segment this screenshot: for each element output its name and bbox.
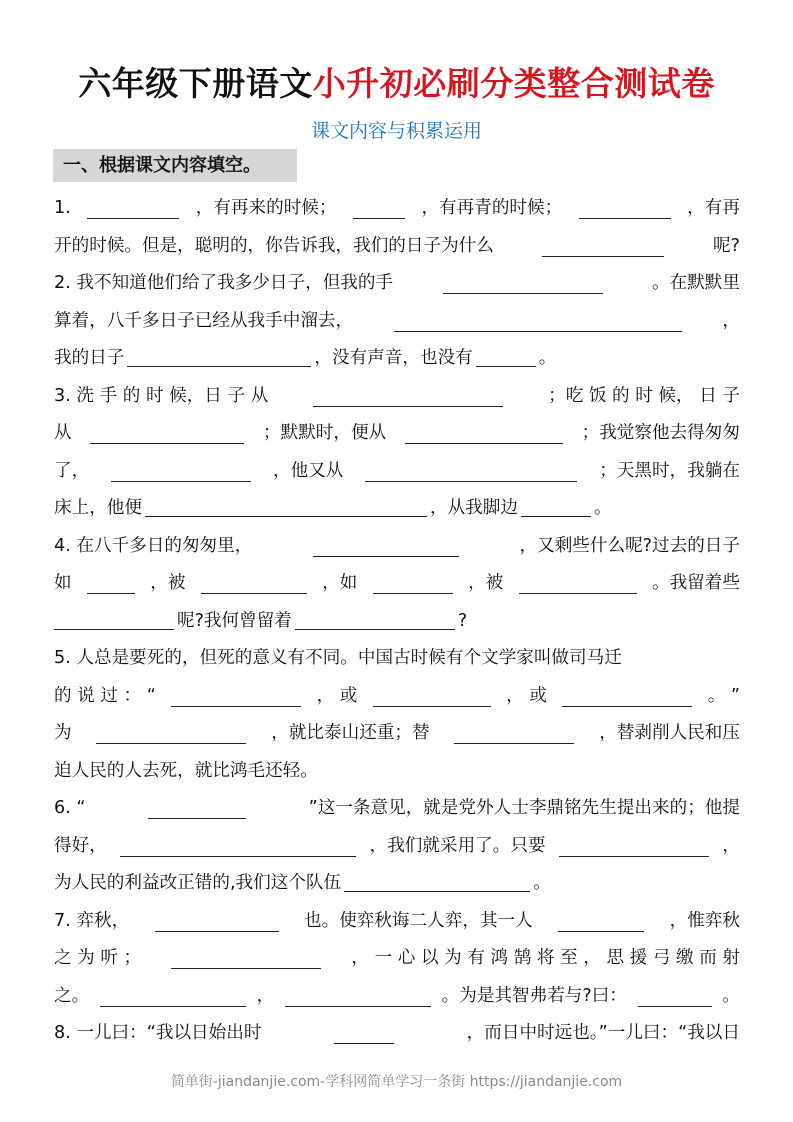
- question-text: ， 或: [506, 685, 547, 706]
- question-text: 3. 洗 手 的 时 候，日 子 从: [54, 385, 269, 406]
- answer-blank[interactable]: [111, 461, 251, 482]
- question-text: 5. 人总是要死的，但死的意义有不同。中国古时候有个文学家叫做司马迁: [54, 648, 622, 668]
- question-text: 算着，八千多日子已经从我手中溜去，: [54, 310, 354, 331]
- answer-blank[interactable]: [313, 536, 459, 557]
- question-text: 。我留着些: [651, 573, 740, 593]
- title-main: 六年级下册语文: [78, 64, 313, 103]
- answer-blank[interactable]: [519, 573, 637, 594]
- q1-line-2: [54, 228, 740, 266]
- q2-line-2: [54, 303, 740, 341]
- question-text: ，有再青的时候；: [421, 198, 563, 218]
- q7-line-3: [54, 978, 740, 1016]
- answer-blank[interactable]: [90, 423, 244, 444]
- answer-blank[interactable]: [562, 686, 692, 707]
- q3-line-4: [54, 490, 740, 528]
- question-text: 呢?: [713, 235, 740, 256]
- answer-blank[interactable]: [476, 346, 536, 367]
- question-text: 如: [54, 573, 72, 593]
- question-text: ，: [256, 985, 275, 1006]
- q3-line-1: [54, 378, 740, 416]
- answer-blank[interactable]: [334, 1023, 394, 1044]
- q5-line-2: [54, 678, 740, 716]
- answer-blank[interactable]: [295, 609, 455, 630]
- answer-blank[interactable]: [443, 273, 603, 294]
- question-text: ，而日中时远也。”一儿曰：“我以日: [466, 1023, 740, 1043]
- question-text: ；吃 饭 的 时 候， 日 子: [548, 385, 740, 406]
- question-text: ；天黑时，我躺在: [599, 460, 740, 481]
- answer-blank[interactable]: [87, 198, 179, 219]
- answer-blank[interactable]: [148, 798, 246, 819]
- answer-blank[interactable]: [344, 871, 530, 892]
- question-list: [54, 190, 740, 1053]
- question-text: 。在默默里: [652, 273, 740, 293]
- question-text: 呢?我何曾留着: [177, 610, 292, 631]
- q4-line-1: [54, 528, 740, 566]
- question-text: 。: [593, 498, 612, 518]
- answer-blank[interactable]: [201, 573, 307, 594]
- answer-blank[interactable]: [285, 986, 431, 1007]
- answer-blank[interactable]: [542, 236, 664, 257]
- q5-line-3: [54, 715, 740, 753]
- question-text: ，又剩些什么呢?过去的日子: [519, 535, 740, 556]
- q4-line-2: [54, 565, 740, 603]
- page-subtitle: 课文内容与积累运用: [310, 120, 482, 142]
- question-text: ，如: [322, 573, 358, 593]
- question-text: 。为是其智弗若与?曰：: [441, 985, 627, 1006]
- section-heading: 一、根据课文内容填空。: [53, 149, 297, 182]
- q3-line-2: [54, 415, 740, 453]
- question-text: ，有再来的时候；: [195, 198, 337, 218]
- question-text: 了，: [54, 460, 90, 481]
- question-text: ，我们就采用了。只要: [369, 835, 546, 856]
- answer-blank[interactable]: [96, 723, 246, 744]
- answer-blank[interactable]: [579, 198, 671, 219]
- question-text: 之 为 听 ；: [54, 948, 142, 968]
- answer-blank[interactable]: [353, 198, 405, 219]
- question-text: 为: [54, 723, 72, 743]
- question-text: ”这一条意见，就是党外人士李鼎铭先生提出来的；他提: [308, 798, 740, 818]
- question-text: ，惟弈秋: [669, 910, 740, 931]
- question-text: ，: [722, 835, 740, 856]
- question-text: 。 ”: [707, 685, 740, 706]
- question-text: 得好，: [54, 835, 107, 856]
- answer-blank[interactable]: [313, 386, 503, 407]
- question-text: ，没有声音，也没有: [314, 348, 473, 368]
- answer-blank[interactable]: [373, 686, 491, 707]
- answer-blank[interactable]: [559, 836, 709, 857]
- q1-line-1: [54, 190, 740, 228]
- question-text: ，有再: [687, 198, 740, 218]
- answer-blank[interactable]: [558, 911, 644, 932]
- q7-line-1: [54, 903, 740, 941]
- question-text: ，替剥削人民和压: [599, 723, 740, 743]
- answer-blank[interactable]: [155, 911, 279, 932]
- title-highlight: 小升初必刷分类整合测试卷: [312, 64, 715, 103]
- question-text: ，: [722, 310, 740, 331]
- question-text: ，他又从: [273, 460, 344, 481]
- question-text: ，被: [468, 573, 504, 593]
- question-text: 。: [538, 348, 557, 368]
- q5-line-1: [54, 640, 740, 678]
- question-text: ，就比泰山还重；替: [271, 723, 430, 743]
- q4-line-3: [54, 603, 740, 641]
- question-text: 7. 弈秋，: [54, 910, 130, 931]
- question-text: 。: [722, 985, 740, 1006]
- q8-line-1: [54, 1015, 740, 1053]
- answer-blank[interactable]: [171, 686, 301, 707]
- answer-blank[interactable]: [521, 496, 591, 517]
- question-text: 8. 一儿曰：“我以日始出时: [54, 1023, 262, 1043]
- answer-blank[interactable]: [54, 609, 174, 630]
- q2-line-1: [54, 265, 740, 303]
- answer-blank[interactable]: [394, 311, 682, 332]
- question-text: 2. 我不知道他们给了我多少日子，但我的手: [54, 273, 394, 293]
- q6-line-3: [54, 865, 740, 903]
- q5-line-4: [54, 753, 740, 791]
- answer-blank[interactable]: [87, 573, 135, 594]
- question-text: 我的日子: [54, 348, 125, 368]
- question-text: 从: [54, 423, 72, 443]
- answer-blank[interactable]: [454, 723, 574, 744]
- answer-blank[interactable]: [373, 573, 453, 594]
- question-text: 4. 在八千多日的匆匆里，: [54, 535, 253, 556]
- question-text: 开的时候。但是，聪明的，你告诉我，我们的日子为什么: [54, 235, 494, 256]
- question-text: ；我觉察他去得匆匆: [581, 423, 740, 443]
- question-text: 1.: [54, 198, 71, 218]
- question-text: 。: [533, 873, 551, 893]
- question-text: 6. “: [54, 798, 86, 818]
- q2-line-3: [54, 340, 740, 378]
- question-text: 的 说 过 ： “: [54, 685, 156, 706]
- q3-line-3: [54, 453, 740, 491]
- page-footer: 简单街-jiandanjie.com-学科网简单学习一条街 https://jiandanjie.com: [170, 1074, 623, 1090]
- question-text: ，被: [150, 573, 186, 593]
- answer-blank[interactable]: [127, 346, 311, 367]
- question-text: ，从我脚边: [429, 498, 518, 518]
- q6-line-2: [54, 828, 740, 866]
- answer-blank[interactable]: [405, 423, 563, 444]
- answer-blank[interactable]: [100, 986, 246, 1007]
- q6-line-1: [54, 790, 740, 828]
- question-text: 为人民的利益改正错的,我们这个队伍: [54, 873, 342, 893]
- question-text: 迫人民的人去死，就比鸿毛还轻。: [54, 760, 318, 781]
- question-text: 床上，他便: [54, 498, 142, 518]
- question-text: 之。: [54, 985, 90, 1006]
- question-text: ?: [457, 610, 468, 631]
- question-text: 也。使弈秋诲二人弈，其一人: [304, 910, 533, 931]
- q7-line-2: [54, 940, 740, 978]
- question-text: ；默默时，便从: [263, 423, 387, 443]
- answer-blank[interactable]: [171, 948, 321, 969]
- answer-blank[interactable]: [638, 986, 712, 1007]
- question-text: ， 一 心 以 为 有 鸿 鹄 将 至 ， 思 援 弓 缴 而 射: [351, 948, 740, 968]
- question-text: ， 或: [316, 685, 358, 706]
- answer-blank[interactable]: [365, 461, 577, 482]
- answer-blank[interactable]: [120, 836, 356, 857]
- answer-blank[interactable]: [145, 496, 427, 517]
- page-title: [0, 58, 793, 105]
